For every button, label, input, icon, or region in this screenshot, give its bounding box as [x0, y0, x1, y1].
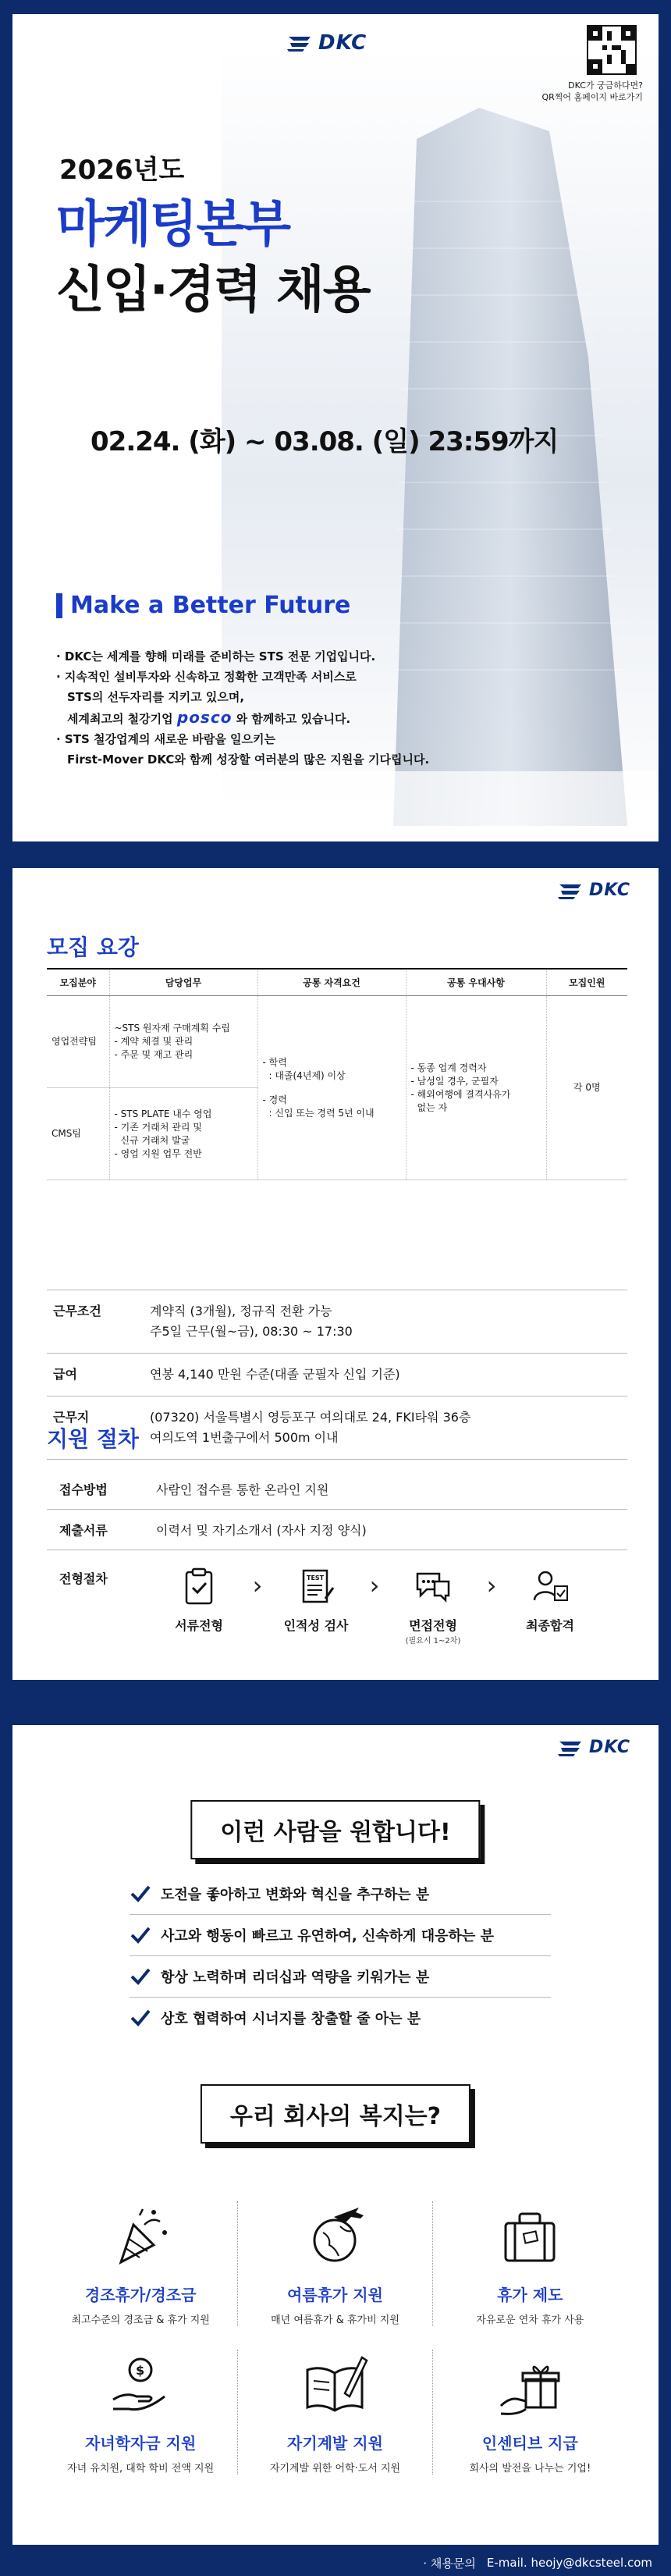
intro-line-part: 와 함께하고 있습니다. [236, 712, 351, 726]
party-popper-icon [105, 2201, 176, 2272]
duty-cell [109, 1088, 257, 1180]
checkmark-icon [130, 2007, 151, 2029]
process-key: 접수방법 [59, 1482, 108, 1497]
svg-text:$: $ [136, 2363, 145, 2378]
info-key: 근무지 [53, 1410, 90, 1425]
qualification-line: : 대졸(4년제) 이상 [268, 1069, 346, 1081]
posco-logo: posco [176, 708, 233, 727]
chevron-right-icon: › [252, 1571, 263, 1600]
process-row-steps [47, 1550, 627, 1656]
welfare-item [433, 2350, 627, 2475]
book-pen-icon [300, 2350, 370, 2420]
recruit-table [47, 968, 627, 1180]
table-header: 담당업무 [109, 969, 257, 996]
dkc-logo [556, 881, 630, 900]
list-item [130, 1998, 551, 2038]
table-row [47, 996, 627, 1088]
info-value [150, 1301, 353, 1342]
intro-line: · STS 철강업계의 새로운 바람을 일으키는 [56, 732, 275, 746]
welfare-item [238, 2201, 432, 2326]
hero-title-line2: 신입·경력 채용 [56, 262, 370, 319]
dkc-logo [556, 1738, 630, 1757]
tagline [56, 592, 350, 619]
duty-line: - STS PLATE 내수 영업 [114, 1108, 212, 1119]
step-label: 인적성 검사 [283, 1618, 349, 1633]
table-header-row [47, 969, 627, 996]
welfare-item [238, 2350, 432, 2475]
chat-bubbles-icon [411, 1564, 455, 1608]
dkc-logo-mark-icon [286, 34, 315, 52]
list-item [130, 1873, 551, 1915]
welfare-title: 우리 회사의 복지는? [201, 2084, 470, 2144]
qr-caption [534, 80, 643, 103]
info-value-line: 연봉 4,140 만원 수준(대졸 군필자 신입 기준) [150, 1367, 400, 1382]
step-label: 면접전형 [409, 1618, 457, 1633]
duty-line: - 영업 지원 업무 전반 [114, 1147, 202, 1159]
info-row-conditions [47, 1290, 627, 1353]
table-header: 공통 우대사항 [406, 969, 546, 996]
step-final [507, 1564, 593, 1634]
field-cell: 영업전략팀 [47, 996, 109, 1088]
test-paper-icon [294, 1564, 338, 1608]
process-value: 사람인 접수를 통한 온라인 지원 [156, 1482, 329, 1497]
welfare-desc: 매년 여름휴가 & 휴가비 지원 [271, 2314, 399, 2326]
chevron-right-icon: › [369, 1571, 380, 1600]
list-item [130, 1956, 551, 1998]
welfare-item [44, 2350, 238, 2475]
svg-text:TEST: TEST [307, 1574, 325, 1582]
logo-text: DKC [318, 31, 367, 55]
step-aptitude [273, 1564, 359, 1634]
talent-welfare-panel [12, 1725, 659, 2545]
process-key: 전형절차 [59, 1571, 108, 1586]
qualification-line: - 경력 [262, 1094, 287, 1105]
step-interview [390, 1564, 476, 1646]
step-sub: (필요시 1~2차) [405, 1637, 461, 1646]
info-row-salary [47, 1353, 627, 1396]
intro-line: First-Mover DKC와 함께 성장할 여러분의 많은 지원을 기다립니다. [67, 753, 430, 767]
recruitment-panel [12, 868, 659, 1680]
intro-line: · 지속적인 설비투자와 신속하고 정확한 고객만족 서비스로 [56, 670, 357, 684]
welfare-title-text: 자녀학자금 지원 [85, 2434, 197, 2453]
contact-email-link[interactable]: E-mail. heojy@dkcsteel.com [486, 2556, 652, 2570]
logo-text: DKC [588, 881, 630, 900]
tagline-bar [56, 593, 62, 618]
duty-line: 신규 거래처 발굴 [120, 1134, 190, 1146]
checkmark-icon [130, 1966, 151, 1987]
info-key: 급여 [53, 1367, 77, 1382]
process-row-docs [47, 1510, 627, 1550]
welfare-desc: 자기계발 위한 어학·도서 지원 [269, 2463, 401, 2475]
table-header: 모집인원 [546, 969, 627, 996]
airplane-globe-icon [300, 2201, 370, 2272]
welfare-desc: 자유로운 연차 휴가 사용 [476, 2314, 584, 2326]
welfare-title-text: 경조휴가/경조금 [84, 2286, 197, 2304]
hero-panel [12, 14, 659, 841]
chevron-right-icon: › [486, 1571, 497, 1600]
application-period: 02.24. (화) ~ 03.08. (일) 23:59까지 [91, 426, 559, 457]
qualification-line: : 신입 또는 경력 5년 이내 [268, 1107, 375, 1119]
info-value-line: 계약직 (3개월), 정규직 전환 가능 [150, 1304, 332, 1318]
checkmark-icon [130, 1924, 151, 1946]
table-header: 공통 자격요건 [257, 969, 406, 996]
field-cell: CMS팀 [47, 1088, 109, 1180]
headcount-cell: 각 0명 [546, 996, 627, 1180]
gift-icon [495, 2350, 565, 2420]
welfare-desc: 자녀 유치원, 대학 학비 전액 지원 [67, 2463, 215, 2475]
welfare-title-text: 인센티브 지급 [481, 2434, 578, 2453]
welfare-desc: 회사의 발전을 나누는 기업! [469, 2463, 591, 2475]
process-info [47, 1469, 627, 1656]
hero-title-line1: 마케팅본부 [56, 196, 290, 254]
dkc-logo [286, 31, 367, 55]
qualification-line: - 학력 [262, 1056, 287, 1068]
process-steps [156, 1564, 593, 1646]
welfare-title-text: 여름휴가 지원 [287, 2286, 383, 2304]
hero-year: 2026년도 [59, 155, 185, 186]
logo-text: DKC [588, 1738, 630, 1757]
qr-caption-line1: DKC가 궁금하다면? [568, 80, 643, 91]
info-value [150, 1364, 400, 1385]
suitcase-icon [495, 2201, 565, 2272]
intro-line-part: 세계최고의 철강기업 [67, 712, 173, 726]
info-value [150, 1407, 470, 1448]
step-label: 서류전형 [175, 1618, 223, 1633]
recruit-section-title: 모집 요강 [47, 934, 139, 960]
preference-line: - 해외여행에 결격사유가 [410, 1088, 511, 1100]
welfare-title-text: 휴가 제도 [497, 2286, 563, 2304]
duty-line: ~STS 원자재 구매계획 수립 [114, 1023, 230, 1034]
money-hand-icon [105, 2350, 176, 2420]
intro-line: STS의 선두자리를 지키고 있으며, [67, 690, 245, 704]
preference-line: 없는 자 [417, 1101, 448, 1113]
clipboard-check-icon [177, 1564, 221, 1608]
welfare-item [433, 2201, 627, 2326]
talent-item-text: 항상 노력하며 리더십과 역량을 키워가는 분 [161, 1969, 430, 1986]
info-value-line: 여의도역 1번출구에서 500m 이내 [150, 1430, 339, 1445]
footer-label: · 채용문의 [423, 2556, 476, 2571]
qualification-cell [257, 996, 406, 1180]
preference-cell [406, 996, 546, 1180]
talent-item-text: 상호 협력하여 시너지를 창출할 줄 아는 분 [161, 2011, 421, 2027]
preference-line: - 동종 업계 경력자 [410, 1062, 487, 1073]
welfare-grid [44, 2201, 627, 2475]
process-section-title: 지원 절차 [47, 1426, 139, 1452]
duty-line: - 기존 거래처 관리 및 [114, 1121, 202, 1133]
qr-code-icon[interactable] [587, 25, 637, 75]
dkc-logo-mark-icon [556, 1738, 586, 1757]
info-key: 근무조건 [53, 1304, 101, 1318]
table-header: 모집분야 [47, 969, 109, 996]
talent-title: 이런 사람을 원합니다! [190, 1800, 480, 1859]
company-intro [56, 646, 556, 770]
duty-line: - 주문 및 재고 관리 [114, 1049, 193, 1060]
step-label: 최종합격 [526, 1618, 574, 1633]
qr-caption-line2: QR찍어 홈페이지 바로가기 [541, 92, 643, 102]
person-check-icon [528, 1564, 572, 1608]
process-row-method [47, 1469, 627, 1510]
talent-item-text: 도전을 좋아하고 변화와 혁신을 추구하는 분 [161, 1887, 430, 1903]
process-key: 제출서류 [59, 1523, 108, 1538]
checkmark-icon [130, 1883, 151, 1905]
welfare-item [44, 2201, 238, 2326]
welfare-desc: 최고수준의 경조금 & 휴가 지원 [71, 2314, 210, 2326]
footer-contact [0, 2549, 671, 2576]
process-value: 이력서 및 자기소개서 (자사 지정 양식) [156, 1523, 367, 1538]
talent-item-text: 사고와 행동이 빠르고 유연하여, 신속하게 대응하는 분 [161, 1928, 494, 1944]
list-item [130, 1915, 551, 1956]
duty-cell [109, 996, 257, 1088]
dkc-logo-mark-icon [556, 881, 586, 900]
step-document [156, 1564, 242, 1634]
intro-line: · DKC는 세계를 향해 미래를 준비하는 STS 전문 기업입니다. [56, 649, 376, 664]
info-value-line: 주5일 근무(월~금), 08:30 ~ 17:30 [150, 1324, 353, 1339]
intro-line [56, 707, 556, 729]
duty-line: - 계약 체결 및 관리 [114, 1036, 193, 1047]
tagline-text: Make a Better Future [70, 592, 351, 619]
preference-line: - 남성일 경우, 군필자 [410, 1075, 499, 1087]
talent-list [130, 1873, 551, 2038]
welfare-title-text: 자기계발 지원 [287, 2434, 383, 2453]
info-value-line: (07320) 서울특별시 영등포구 여의대로 24, FKI타워 36층 [150, 1410, 471, 1425]
